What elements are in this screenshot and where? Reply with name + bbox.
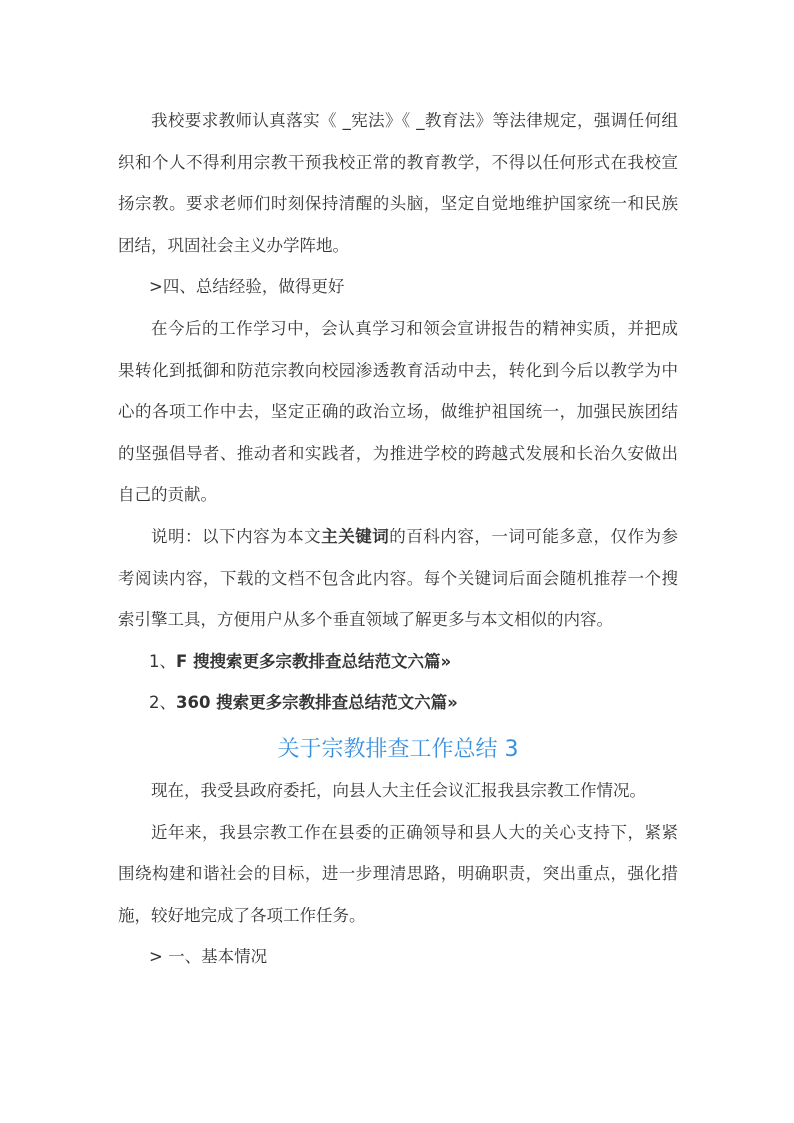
note-keyword: 主关键词 <box>321 526 390 546</box>
search-link-item[interactable] <box>118 682 678 724</box>
search-link-text[interactable]: F 搜搜索更多宗教排查总结范文六篇» <box>176 651 452 671</box>
paragraph-law-requirements: 我校要求教师认真落实《 _宪法》《 _教育法》等法律规定，强调任何组织和个人不得利用宗教干预我校正常的教育教学，不得以任何形式在我校宣扬宗教。要求老师们时刻保持清醒的头脑，坚定自觉地维护国家统一和民族团结，巩固社会主义办学阵地。 <box>118 111 678 255</box>
note-suffix: 的百科内容，一词可能多意，仅作为参考阅读内容，下载的文档不包含此内容。每个关键词后面会随机推荐一个搜索引擎工具，方便用户从多个垂直领域了解更多与本文相似的内容。 <box>118 526 679 630</box>
paragraph-future-work: 在今后的工作学习中，会认真学习和领会宣讲报告的精神实质，并把成果转化到抵御和防范宗教向校园渗透教育活动中去，转化到今后以教学为中心的各项工作中去，坚定正确的政治立场，做维护祖国统一，加强民族团结的坚强倡导者、推动者和实践者，为推进学校的跨越式发展和长治久安做出自己的贡献。 <box>118 318 678 505</box>
note-prefix: 说明：以下内容为本文 <box>151 526 322 546</box>
heading-basic-situation: > 一、基本情况 <box>149 947 268 967</box>
search-link-text[interactable]: 360 搜索更多宗教排查总结范文六篇» <box>176 693 458 713</box>
heading-summary-experience: >四、总结经验，做得更好 <box>149 277 345 297</box>
paragraph-note <box>118 516 678 641</box>
search-link-item[interactable] <box>118 641 678 683</box>
document-body <box>118 100 678 978</box>
link-number: 2、 <box>149 693 176 713</box>
section-title: 关于宗教排查工作总结 3 <box>277 736 519 762</box>
paragraph-recent-years: 近年来，我县宗教工作在县委的正确领导和县人大的关心支持下，紧紧围绕构建和谐社会的目标，进一步理清思路，明确职责，突出重点，强化措施，较好地完成了各项工作任务。 <box>118 822 678 925</box>
paragraph-report-intro: 现在，我受县政府委托，向县人大主任会议汇报我县宗教工作情况。 <box>151 780 646 800</box>
link-number: 1、 <box>149 651 176 671</box>
